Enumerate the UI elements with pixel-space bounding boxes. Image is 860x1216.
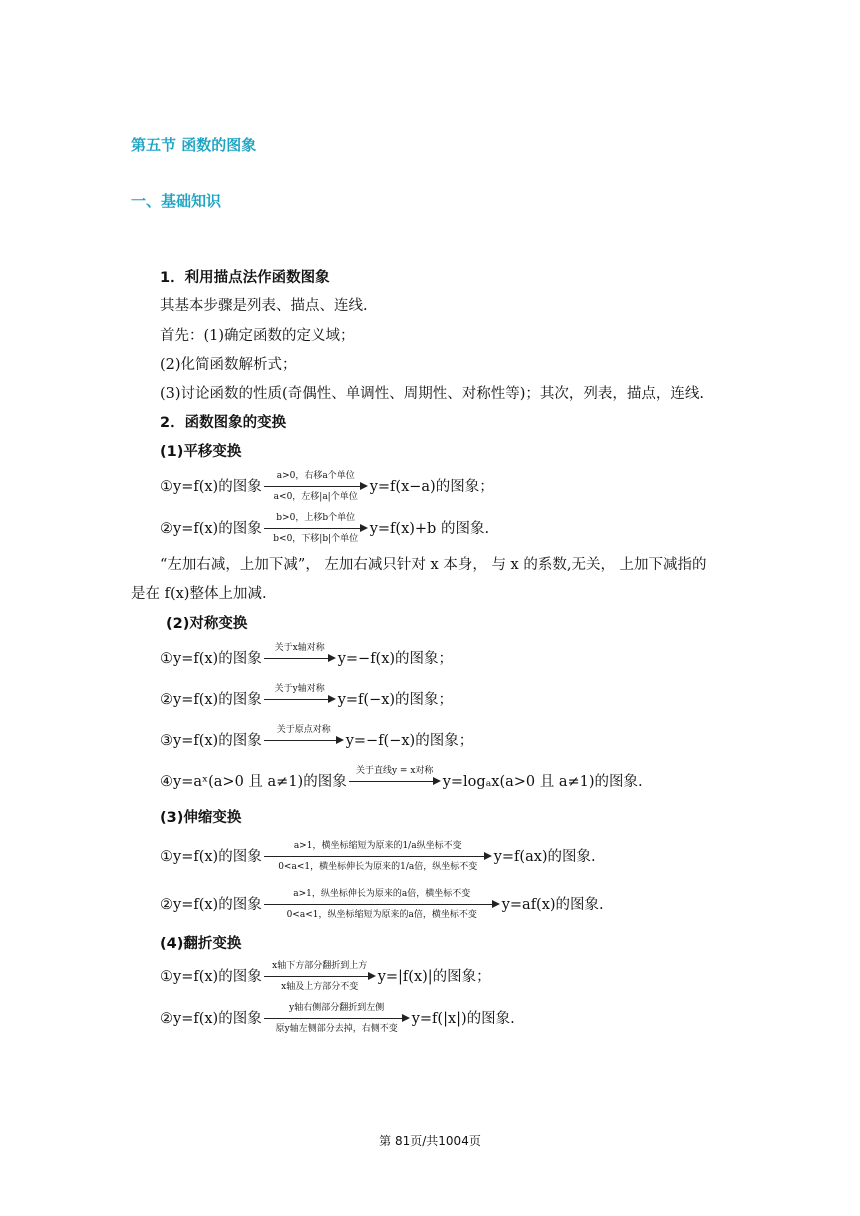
transform-arrow bbox=[264, 888, 500, 922]
arrow-condition-bottom: b<0，下移|b|个单位 bbox=[273, 534, 359, 544]
formula-right: y=|f(x)|的图象； bbox=[377, 969, 491, 985]
arrow-condition-bottom: 0<a<1，纵坐标缩短为原来的a倍，横坐标不变 bbox=[286, 910, 477, 920]
formula-right: y=f(x−a)的图象； bbox=[369, 479, 494, 495]
flip-row-1 bbox=[160, 960, 491, 994]
section-title: 第五节 函数的图象 bbox=[131, 136, 257, 154]
item1-line1: 其基本步骤是列表、描点、连线. bbox=[160, 298, 368, 314]
arrow-condition-bottom: x轴及上方部分不变 bbox=[281, 982, 359, 992]
formula-left: ①y=f(x)的图象 bbox=[160, 651, 262, 667]
arrow-head-icon bbox=[492, 900, 500, 908]
transform-arrow bbox=[264, 1002, 410, 1036]
transform-arrow bbox=[264, 683, 336, 717]
translate-row-1 bbox=[160, 470, 494, 504]
arrow-condition-top: a>1，纵坐标伸长为原来的a倍，横坐标不变 bbox=[293, 889, 471, 899]
arrow-head-icon bbox=[368, 972, 376, 980]
arrow-head-icon bbox=[433, 777, 441, 785]
transform-arrow bbox=[264, 512, 368, 546]
transform-arrow bbox=[264, 724, 344, 758]
formula-left: ①y=f(x)的图象 bbox=[160, 479, 262, 495]
page-footer: 第 81页/共1004页 bbox=[379, 1134, 481, 1148]
symmetry-title: (2)对称变换 bbox=[166, 616, 248, 632]
formula-left: ②y=f(x)的图象 bbox=[160, 1011, 262, 1027]
transform-arrow bbox=[264, 960, 376, 994]
flip-title: (4)翻折变换 bbox=[160, 936, 242, 952]
formula-left: ①y=f(x)的图象 bbox=[160, 849, 262, 865]
arrow-condition-bottom: 0<a<1，横坐标伸长为原来的1/a倍，纵坐标不变 bbox=[278, 862, 478, 872]
item1-line4: (3)讨论函数的性质(奇偶性、单调性、周期性、对称性等)；其次，列表，描点，连线. bbox=[160, 386, 704, 402]
arrow-condition-top: y轴右侧部分翻折到左侧 bbox=[289, 1003, 385, 1013]
symmetry-row-4 bbox=[160, 765, 643, 799]
symmetry-row-3 bbox=[160, 724, 473, 758]
transform-arrow bbox=[264, 840, 492, 874]
item1-line3: (2)化简函数解析式； bbox=[160, 357, 297, 373]
arrow-condition-top: 关于x轴对称 bbox=[274, 643, 325, 653]
arrow-head-icon bbox=[328, 654, 336, 662]
arrow-head-icon bbox=[484, 852, 492, 860]
arrow-condition-top: a>0，右移a个单位 bbox=[276, 471, 355, 481]
arrow-condition-top: 关于y轴对称 bbox=[274, 684, 325, 694]
heading-basic-knowledge: 一、基础知识 bbox=[131, 192, 222, 210]
translate-note-line1: “左加右减，上加下减”， 左加右减只针对 x 本身， 与 x 的系数,无关， 上加下减指的 bbox=[160, 557, 707, 573]
scale-title: (3)伸缩变换 bbox=[160, 810, 242, 826]
arrow-head-icon bbox=[336, 736, 344, 744]
transform-arrow bbox=[349, 765, 441, 799]
arrow-condition-top: 关于原点对称 bbox=[276, 725, 331, 735]
scale-row-2 bbox=[160, 888, 604, 922]
formula-left: ②y=f(x)的图象 bbox=[160, 897, 262, 913]
arrow-condition-top: a>1，横坐标缩短为原来的1/a纵坐标不变 bbox=[293, 841, 462, 851]
arrow-head-icon bbox=[402, 1014, 410, 1022]
formula-right: y=f(−x)的图象； bbox=[337, 692, 454, 708]
item1-title: 1．利用描点法作函数图象 bbox=[160, 270, 330, 286]
scale-row-1 bbox=[160, 840, 596, 874]
arrow-condition-top: b>0，上移b个单位 bbox=[276, 513, 356, 523]
item2-title: 2．函数图象的变换 bbox=[160, 415, 287, 431]
formula-right: y=af(x)的图象. bbox=[501, 897, 604, 913]
formula-right: y=f(x)+b 的图象. bbox=[369, 521, 490, 537]
translate-title: (1)平移变换 bbox=[160, 444, 242, 460]
symmetry-row-1 bbox=[160, 642, 453, 676]
arrow-condition-top: 关于直线y = x对称 bbox=[355, 766, 434, 776]
formula-right: y=logₐx(a>0 且 a≠1)的图象. bbox=[442, 774, 643, 790]
arrow-condition-bottom: 原y轴左侧部分去掉，右侧不变 bbox=[275, 1024, 398, 1034]
formula-right: y=f(|x|)的图象. bbox=[411, 1011, 515, 1027]
translate-row-2 bbox=[160, 512, 489, 546]
arrow-condition-top: x轴下方部分翻折到上方 bbox=[272, 961, 368, 971]
arrow-head-icon bbox=[328, 695, 336, 703]
formula-left: ①y=f(x)的图象 bbox=[160, 969, 262, 985]
formula-left: ④y=aˣ(a>0 且 a≠1)的图象 bbox=[160, 774, 347, 790]
arrow-head-icon bbox=[360, 524, 368, 532]
formula-left: ②y=f(x)的图象 bbox=[160, 692, 262, 708]
formula-right: y=f(ax)的图象. bbox=[493, 849, 596, 865]
arrow-head-icon bbox=[360, 482, 368, 490]
transform-arrow bbox=[264, 642, 336, 676]
flip-row-2 bbox=[160, 1002, 515, 1036]
formula-right: y=−f(−x)的图象； bbox=[345, 733, 474, 749]
translate-note-line2: 是在 f(x)整体上加减. bbox=[131, 586, 267, 602]
formula-left: ③y=f(x)的图象 bbox=[160, 733, 262, 749]
arrow-condition-bottom: a<0，左移|a|个单位 bbox=[273, 492, 358, 502]
symmetry-row-2 bbox=[160, 683, 453, 717]
formula-left: ②y=f(x)的图象 bbox=[160, 521, 262, 537]
item1-line2: 首先：(1)确定函数的定义域； bbox=[160, 328, 355, 344]
transform-arrow bbox=[264, 470, 368, 504]
formula-right: y=−f(x)的图象； bbox=[337, 651, 454, 667]
